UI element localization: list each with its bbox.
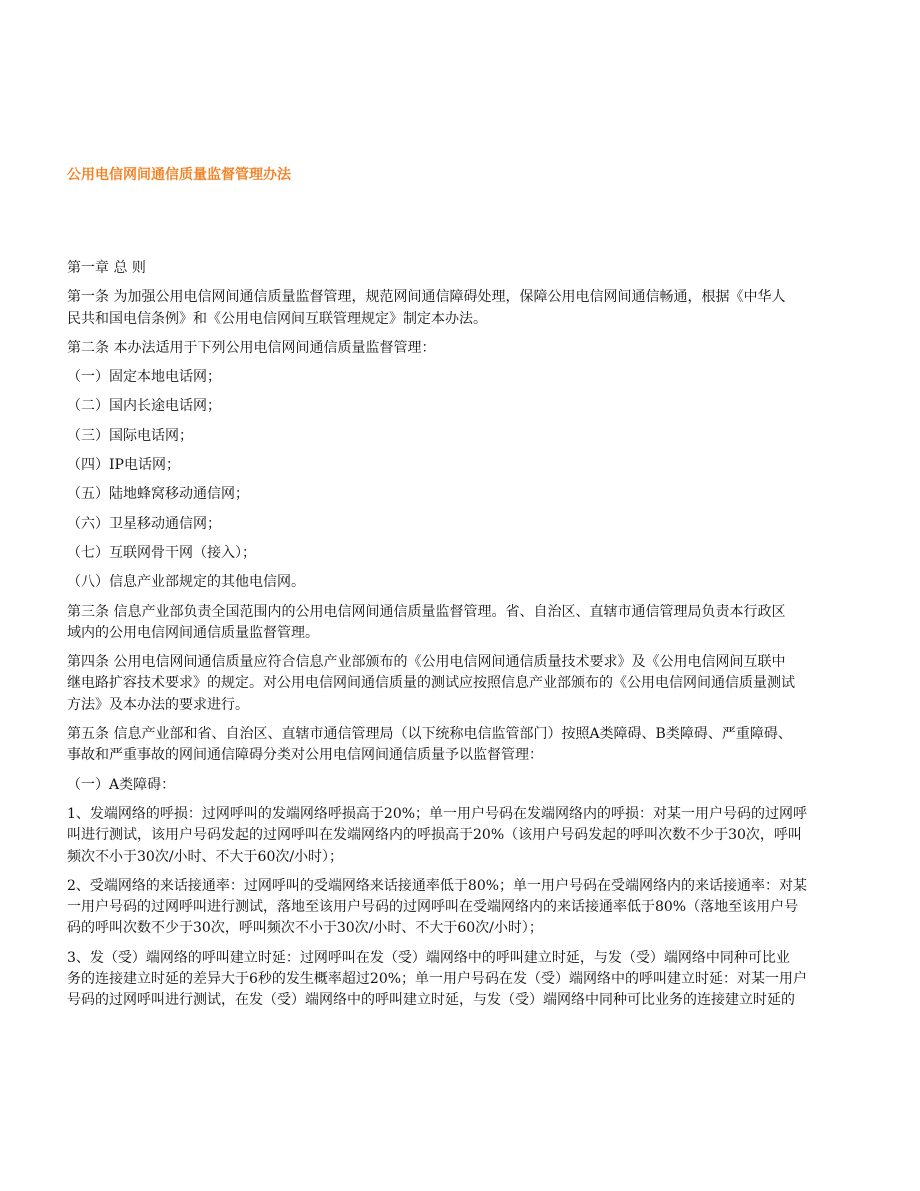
text-line: 第三条 信息产业部负责全国范围内的公用电信网间通信质量监督管理。省、自治区、直辖市通信管理局负责本行政区 bbox=[67, 603, 786, 620]
document-title: 公用电信网间通信质量监督管理办法 bbox=[67, 167, 291, 183]
paragraph bbox=[67, 724, 877, 767]
text-line: 码的呼叫次数不少于30次，呼叫频次不小于30次/小时、不大于60次/小时）； bbox=[67, 920, 543, 937]
paragraph bbox=[67, 287, 877, 330]
text-line: 域内的公用电信网间通信质量监督管理。 bbox=[67, 624, 319, 641]
paragraph bbox=[67, 426, 877, 447]
text-line: 频次不小于30次/小时、不大于60次/小时）； bbox=[67, 848, 344, 865]
text-line: 第五条 信息产业部和省、自治区、直辖市通信管理局（以下统称电信监管部门）按照A类障碍、B类障碍、严重障碍、 bbox=[67, 726, 792, 743]
text-line: 3、发（受）端网络的呼叫建立时延：过网呼叫在发（受）端网络中的呼叫建立时延，与发（受）端网络中同种可比业 bbox=[67, 949, 790, 966]
paragraph bbox=[67, 258, 877, 279]
paragraph bbox=[67, 484, 877, 505]
paragraph bbox=[67, 396, 877, 417]
text-line: 方法》及本办法的要求进行。 bbox=[67, 696, 249, 713]
paragraph bbox=[67, 455, 877, 476]
paragraph bbox=[67, 948, 877, 1012]
text-line: 第二条 本办法适用于下列公用电信网间通信质量监督管理： bbox=[67, 339, 436, 356]
paragraph bbox=[67, 338, 877, 359]
text-line: （五）陆地蜂窝移动通信网； bbox=[67, 486, 249, 503]
paragraph bbox=[67, 876, 877, 940]
text-line: 务的连接建立时延的差异大于6秒的发生概率超过20%；单一用户号码在发（受）端网络中的呼叫建立时延：对某一用户 bbox=[67, 971, 808, 988]
text-line: 叫进行测试，该用户号码发起的过网呼叫在发端网络内的呼损高于20%（该用户号码发起的呼叫次数不少于30次，呼叫 bbox=[67, 827, 802, 844]
text-line: 第一章 总 则 bbox=[67, 260, 146, 276]
text-line: 事故和严重事故的网间通信障碍分类对公用电信网间通信质量予以监督管理： bbox=[67, 747, 543, 764]
paragraph bbox=[67, 804, 877, 868]
text-line: （四）IP电话网； bbox=[67, 457, 180, 474]
paragraph bbox=[67, 367, 877, 388]
text-line: 2、受端网络的来话接通率：过网呼叫的受端网络来话接通率低于80%；单一用户号码在受端网络内的来话接通率：对某 bbox=[67, 877, 808, 894]
text-line: 1、发端网络的呼损：过网呼叫的发端网络呼损高于20%；单一用户号码在发端网络内的呼损：对某一用户号码的过网呼 bbox=[67, 805, 808, 822]
text-line: （六）卫星移动通信网； bbox=[67, 515, 221, 532]
text-line: （二）国内长途电话网； bbox=[67, 398, 221, 415]
paragraph bbox=[67, 514, 877, 535]
paragraph bbox=[67, 602, 877, 645]
text-line: （八）信息产业部规定的其他电信网。 bbox=[67, 574, 305, 591]
paragraph bbox=[67, 543, 877, 564]
text-line: （七）互联网骨干网（接入）； bbox=[67, 544, 256, 561]
text-line: 第四条 公用电信网间通信质量应符合信息产业部颁布的《公用电信网间通信质量技术要求》及《公用电信网间互联中 bbox=[67, 654, 786, 671]
paragraph bbox=[67, 572, 877, 593]
text-line: 号码的过网呼叫进行测试，在发（受）端网络中的呼叫建立时延，与发（受）端网络中同种可比业务的连接建立时延的 bbox=[67, 992, 795, 1009]
text-line: 一用户号码的过网呼叫进行测试，落地至该用户号码的过网呼叫在受端网络内的来话接通率低于80%（落地至该用户号 bbox=[67, 899, 799, 916]
text-line: 第一条 为加强公用电信网间通信质量监督管理，规范网间通信障碍处理，保障公用电信网间通信畅通，根据《中华人 bbox=[67, 289, 786, 306]
paragraph bbox=[67, 775, 877, 796]
document-body bbox=[67, 258, 877, 1020]
paragraph bbox=[67, 652, 877, 716]
text-line: （一）A类障碍： bbox=[67, 776, 176, 793]
text-line: 继电路扩容技术要求》的规定。对公用电信网间通信质量的测试应按照信息产业部颁布的《公用电信网间通信质量测试 bbox=[67, 675, 795, 692]
text-line: 民共和国电信条例》和《公用电信网间互联管理规定》制定本办法。 bbox=[67, 310, 487, 327]
text-line: （一）固定本地电话网； bbox=[67, 369, 221, 386]
text-line: （三）国际电话网； bbox=[67, 427, 193, 444]
